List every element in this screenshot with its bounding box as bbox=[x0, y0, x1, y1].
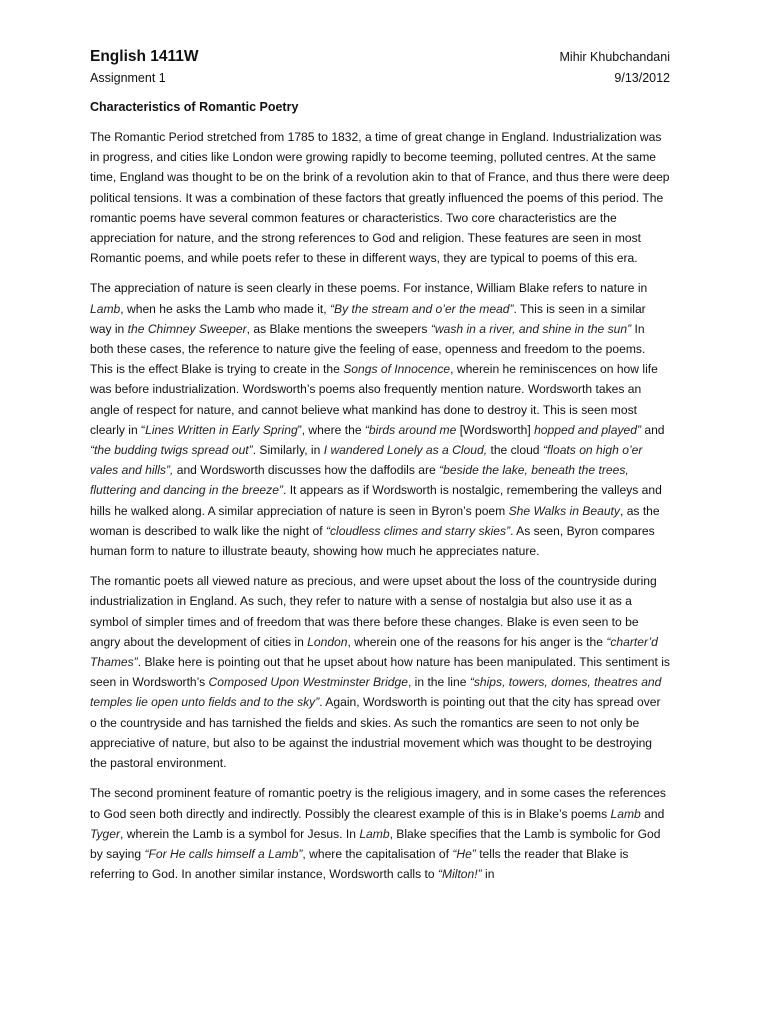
text-run: . It appears as if Wordsworth is nostalgic, remembering the valleys and hills he walked along. A similar appreciation of nature is seen in Byron’s poem bbox=[90, 483, 662, 518]
italic-text-run: “beside the lake, beneath the trees, fluttering and dancing in the breeze” bbox=[90, 463, 629, 498]
text-run: ”, where the bbox=[297, 422, 365, 437]
italic-text-run: “charter’d Thames” bbox=[90, 634, 658, 670]
italic-text-run: “For He calls himself a Lamb” bbox=[144, 846, 303, 861]
italic-text-run: Songs of Innocence bbox=[343, 362, 451, 377]
italic-text-run: hopped and played” bbox=[530, 422, 641, 437]
text-run: The second prominent feature of romantic poetry is the religious imagery, and in some cases the references to God seen both directly and indirectly. Possibly the clearest example of this is in Blake’s poems bbox=[90, 786, 666, 821]
text-run: , wherein he reminiscences on how life was before industrialization. Wordsworth’s poems also frequently mention nature. Wordsworth takes an angle of respect for nature, and cannot believe what mankind has done to destroy it. This is seen most clearly in “ bbox=[90, 362, 658, 437]
italic-text-run: “birds around me bbox=[364, 422, 460, 437]
assignment-label: Assignment 1 bbox=[90, 71, 166, 85]
paragraph bbox=[90, 127, 670, 268]
text-run: and bbox=[640, 806, 665, 821]
text-run: and Wordsworth discusses how the daffodils are bbox=[173, 463, 440, 478]
essay-body bbox=[90, 127, 670, 884]
paragraph bbox=[90, 278, 670, 561]
italic-text-run: “He” bbox=[452, 846, 476, 861]
text-run: , wherein the Lamb is a symbol for Jesus. In bbox=[120, 826, 360, 841]
italic-text-run: “Milton!” bbox=[437, 867, 482, 882]
italic-text-run: “ships, towers, domes, theatres and temples lie open unto fields and to the sky” bbox=[90, 675, 662, 710]
text-run: , in the line bbox=[407, 675, 470, 690]
text-run: In both these cases, the reference to nature give the feeling of ease, openness and freedom to the poems. This is the effect Blake is trying to create in the bbox=[90, 321, 646, 377]
italic-text-run: “By the stream and o’er the mead” bbox=[330, 301, 514, 316]
essay-title: Characteristics of Romantic Poetry bbox=[90, 100, 299, 114]
text-run: the cloud bbox=[487, 443, 543, 458]
text-run: , as Blake mentions the sweepers bbox=[246, 321, 431, 336]
text-run: The Romantic Period stretched from 1785 to 1832, a time of great change in England. Industrialization was in progress, and cities like London were growing rapidly to become teeming, polluted centres. At the same time, England was thought to be on the brink of a revolution akin to that of France, and thus there were deep political tensions. It was a combination of these factors that greatly influenced the poems of this period. The romantic poems have several common features or characteristics. Two core characteristics are the appreciation for nature, and the strong references to God and religion. These features are seen in most Romantic poems, and while poets refer to these in different ways, they are typical to poems of this era. bbox=[90, 130, 670, 266]
italic-text-run: “the budding twigs spread out” bbox=[90, 443, 253, 458]
date-label: 9/13/2012 bbox=[614, 71, 670, 85]
text-run: The appreciation of nature is seen clearly in these poems. For instance, William Blake refers to nature in bbox=[90, 281, 648, 296]
italic-text-run: Lamb bbox=[359, 826, 390, 841]
italic-text-run: Lamb bbox=[610, 806, 641, 821]
document-page bbox=[90, 46, 670, 884]
italic-text-run: “floats on high o’er vales and hills”, bbox=[90, 443, 643, 478]
text-run: tells the reader that Blake is referring to God. In another similar instance, Wordsworth calls to bbox=[90, 846, 629, 882]
text-run: [Wordsworth] bbox=[459, 422, 531, 437]
text-run: The romantic poets all viewed nature as precious, and were upset about the loss of the countryside during industrialization in England. As such, they refer to nature with a sense of nostalgia but also use it as a symbol of simpler times and of freedom that was there before these changes. Blake is even seen to be angry about the development of cities in bbox=[90, 574, 657, 649]
italic-text-run: She Walks in Beauty bbox=[508, 503, 620, 518]
text-run: in bbox=[481, 867, 495, 882]
italic-text-run: Lines Written in Early Spring bbox=[145, 422, 298, 437]
header-row bbox=[90, 46, 670, 68]
text-run: , when he asks the Lamb who made it, bbox=[120, 301, 331, 316]
text-run: , wherein one of the reasons for his anger is the bbox=[347, 634, 607, 649]
subheader-row bbox=[90, 68, 670, 88]
italic-text-run: “cloudless climes and starry skies” bbox=[325, 523, 511, 538]
italic-text-run: “wash in a river, and shine in the sun” bbox=[430, 321, 632, 336]
text-run: . As seen, Byron compares human form to nature to illustrate beauty, showing how much he appreciates nature. bbox=[90, 523, 655, 559]
text-run: , as the woman is described to walk like the night of bbox=[90, 503, 660, 538]
italic-text-run: London bbox=[307, 634, 348, 649]
text-run: and bbox=[640, 422, 665, 437]
text-run: . This is seen in a similar way in bbox=[90, 301, 646, 336]
author-name: Mihir Khubchandani bbox=[559, 50, 670, 64]
italic-text-run: the Chimney Sweeper bbox=[127, 321, 247, 336]
paragraph bbox=[90, 783, 670, 884]
text-run: . Blake here is pointing out that he upset about how nature has been manipulated. This sentiment is seen in Wordsworth’s bbox=[90, 655, 670, 690]
text-run: . Similarly, in bbox=[252, 443, 324, 458]
text-run: , where the capitalisation of bbox=[302, 846, 453, 861]
paragraph bbox=[90, 571, 670, 773]
text-run: , Blake specifies that the Lamb is symbolic for God by saying bbox=[90, 826, 661, 861]
course-title: English 1411W bbox=[90, 48, 199, 65]
italic-text-run: Composed Upon Westminster Bridge bbox=[208, 675, 408, 690]
text-run: . Again, Wordsworth is pointing out that the city has spread over o the countryside and has tarnished the fields and skies. As such the romantics are seen to not only be appreciative of nature, but also to be against the industrial movement which was thought to be destroying the pastoral environment. bbox=[90, 695, 661, 771]
italic-text-run: Tyger bbox=[90, 826, 121, 841]
italic-text-run: Lamb bbox=[90, 301, 121, 316]
italic-text-run: I wandered Lonely as a Cloud, bbox=[323, 443, 488, 458]
